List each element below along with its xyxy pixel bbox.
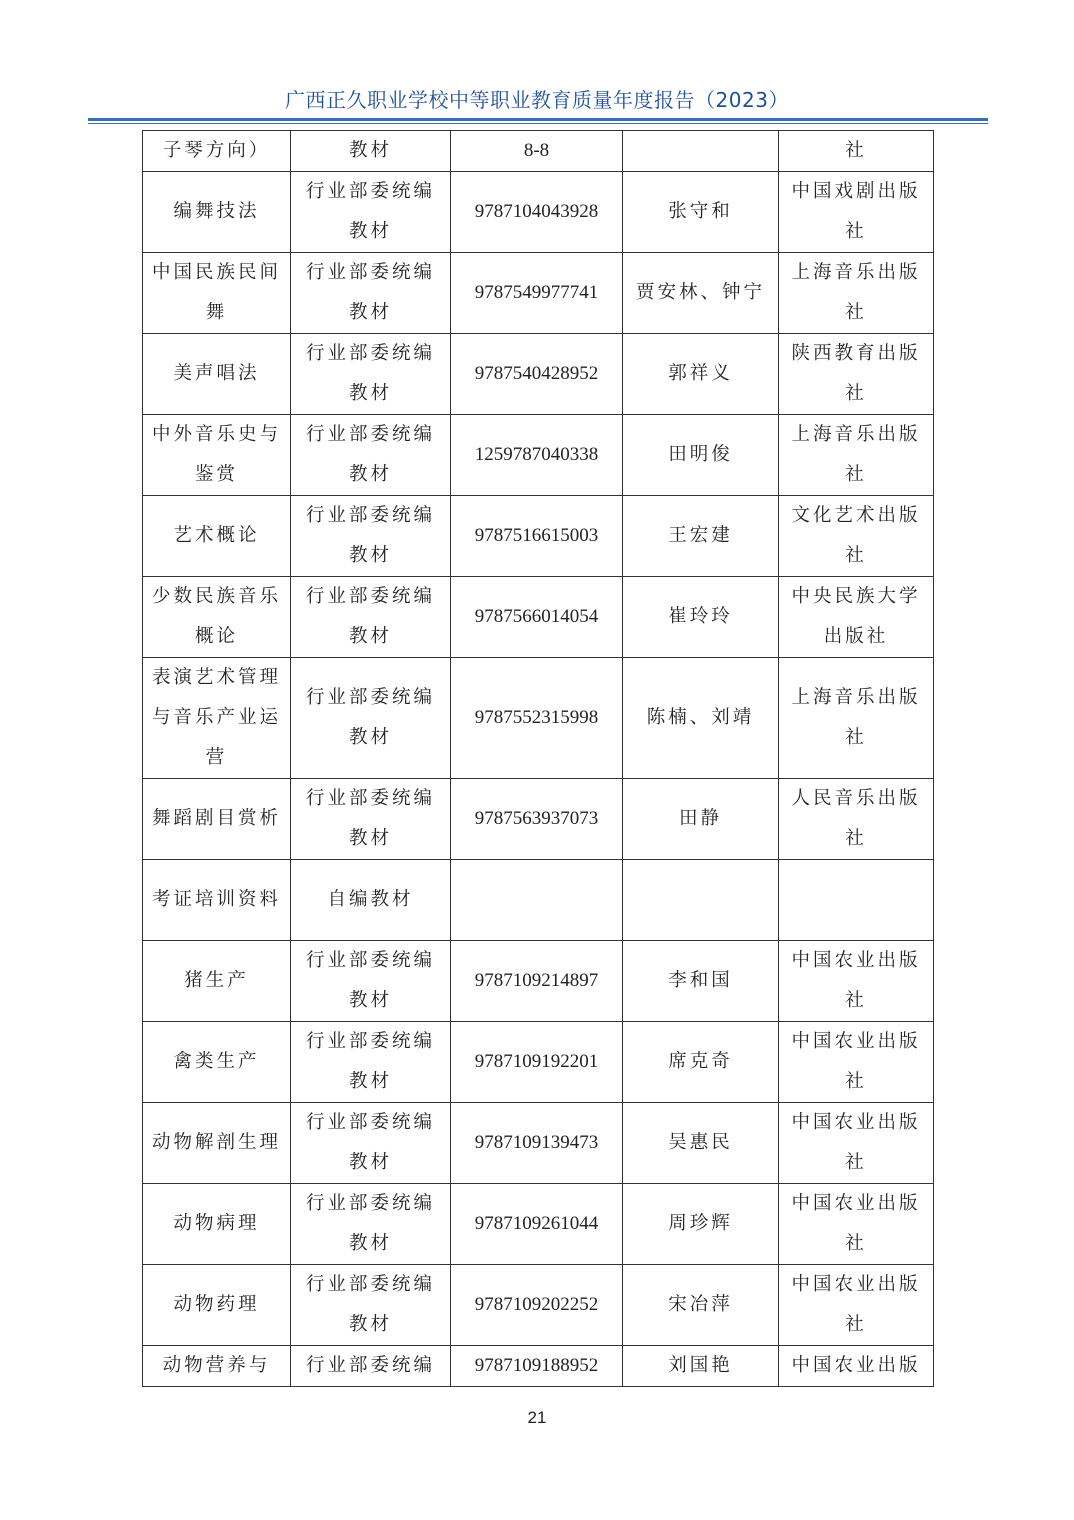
- course-name-cell: 猪生产: [143, 941, 291, 1022]
- course-name-cell: 少数民族音乐概论: [143, 577, 291, 658]
- publisher-cell: 中国农业出版社: [779, 941, 934, 1022]
- isbn-cell: 9787563937073: [451, 779, 623, 860]
- textbook-type-cell: 行业部委统编教材: [291, 1265, 451, 1346]
- publisher-cell: 上海音乐出版社: [779, 253, 934, 334]
- course-name-cell: 中外音乐史与鉴赏: [143, 415, 291, 496]
- textbook-type-cell: 行业部委统编教材: [291, 253, 451, 334]
- table-row: [143, 658, 934, 779]
- textbook-type-cell: 行业部委统编教材: [291, 779, 451, 860]
- isbn-cell: 9787109192201: [451, 1022, 623, 1103]
- publisher-cell: 社: [779, 131, 934, 172]
- publisher-cell: 中国农业出版社: [779, 1184, 934, 1265]
- textbook-type-cell: 行业部委统编教材: [291, 415, 451, 496]
- publisher-cell: [779, 860, 934, 941]
- isbn-cell: 9787540428952: [451, 334, 623, 415]
- author-cell: 崔玲玲: [623, 577, 779, 658]
- textbook-type-cell: 教材: [291, 131, 451, 172]
- textbook-type-cell: 行业部委统编教材: [291, 658, 451, 779]
- isbn-cell: 9787552315998: [451, 658, 623, 779]
- publisher-cell: 中央民族大学出版社: [779, 577, 934, 658]
- course-name-cell: 子琴方向）: [143, 131, 291, 172]
- author-cell: 陈楠、刘靖: [623, 658, 779, 779]
- author-cell: 吴惠民: [623, 1103, 779, 1184]
- table-row: [143, 415, 934, 496]
- author-cell: 郭祥义: [623, 334, 779, 415]
- table-row: [143, 1265, 934, 1346]
- isbn-cell: [451, 860, 623, 941]
- publisher-cell: 上海音乐出版社: [779, 658, 934, 779]
- textbook-type-cell: 自编教材: [291, 860, 451, 941]
- course-name-cell: 表演艺术管理与音乐产业运营: [143, 658, 291, 779]
- publisher-cell: 中国农业出版: [779, 1346, 934, 1387]
- author-cell: [623, 131, 779, 172]
- textbook-table-body: [143, 131, 934, 1387]
- author-cell: [623, 860, 779, 941]
- isbn-cell: 9787109214897: [451, 941, 623, 1022]
- author-cell: 宋冶萍: [623, 1265, 779, 1346]
- textbook-type-cell: 行业部委统编教材: [291, 496, 451, 577]
- table-row: [143, 253, 934, 334]
- table-row: [143, 1184, 934, 1265]
- isbn-cell: 8-8: [451, 131, 623, 172]
- isbn-cell: 9787516615003: [451, 496, 623, 577]
- table-row: [143, 941, 934, 1022]
- table-row: [143, 577, 934, 658]
- table-row: [143, 1103, 934, 1184]
- textbook-type-cell: 行业部委统编教材: [291, 334, 451, 415]
- table-row: [143, 779, 934, 860]
- textbook-type-cell: 行业部委统编教材: [291, 941, 451, 1022]
- isbn-cell: 9787109139473: [451, 1103, 623, 1184]
- page-number: 21: [527, 1408, 547, 1427]
- publisher-cell: 中国农业出版社: [779, 1103, 934, 1184]
- isbn-cell: 9787566014054: [451, 577, 623, 658]
- course-name-cell: 艺术概论: [143, 496, 291, 577]
- table-row: [143, 860, 934, 941]
- publisher-cell: 文化艺术出版社: [779, 496, 934, 577]
- author-cell: 田明俊: [623, 415, 779, 496]
- publisher-cell: 人民音乐出版社: [779, 779, 934, 860]
- isbn-cell: 9787109188952: [451, 1346, 623, 1387]
- isbn-cell: 9787109261044: [451, 1184, 623, 1265]
- course-name-cell: 动物药理: [143, 1265, 291, 1346]
- report-header-title: 广西正久职业学校中等职业教育质量年度报告（2023）: [285, 88, 789, 112]
- author-cell: 田静: [623, 779, 779, 860]
- course-name-cell: 编舞技法: [143, 172, 291, 253]
- publisher-cell: 中国农业出版社: [779, 1022, 934, 1103]
- textbook-type-cell: 行业部委统编: [291, 1346, 451, 1387]
- textbook-type-cell: 行业部委统编教材: [291, 172, 451, 253]
- course-name-cell: 中国民族民间舞: [143, 253, 291, 334]
- table-row: [143, 131, 934, 172]
- isbn-cell: 1259787040338: [451, 415, 623, 496]
- author-cell: 刘国艳: [623, 1346, 779, 1387]
- course-name-cell: 动物病理: [143, 1184, 291, 1265]
- header-rule-thick: [88, 118, 988, 121]
- table-row: [143, 172, 934, 253]
- publisher-cell: 中国农业出版社: [779, 1265, 934, 1346]
- author-cell: 贾安林、钟宁: [623, 253, 779, 334]
- author-cell: 张守和: [623, 172, 779, 253]
- course-name-cell: 美声唱法: [143, 334, 291, 415]
- isbn-cell: 9787109202252: [451, 1265, 623, 1346]
- header-rule-thin: [88, 123, 988, 124]
- course-name-cell: 动物营养与: [143, 1346, 291, 1387]
- table-row: [143, 496, 934, 577]
- table-row: [143, 1022, 934, 1103]
- textbook-type-cell: 行业部委统编教材: [291, 577, 451, 658]
- author-cell: 周珍辉: [623, 1184, 779, 1265]
- publisher-cell: 上海音乐出版社: [779, 415, 934, 496]
- textbook-type-cell: 行业部委统编教材: [291, 1184, 451, 1265]
- textbook-type-cell: 行业部委统编教材: [291, 1103, 451, 1184]
- course-name-cell: 动物解剖生理: [143, 1103, 291, 1184]
- author-cell: 李和国: [623, 941, 779, 1022]
- author-cell: 王宏建: [623, 496, 779, 577]
- isbn-cell: 9787549977741: [451, 253, 623, 334]
- isbn-cell: 9787104043928: [451, 172, 623, 253]
- publisher-cell: 陕西教育出版社: [779, 334, 934, 415]
- publisher-cell: 中国戏剧出版社: [779, 172, 934, 253]
- textbook-table: [142, 130, 934, 1387]
- course-name-cell: 考证培训资料: [143, 860, 291, 941]
- table-row: [143, 334, 934, 415]
- table-row: [143, 1346, 934, 1387]
- course-name-cell: 禽类生产: [143, 1022, 291, 1103]
- author-cell: 席克奇: [623, 1022, 779, 1103]
- textbook-type-cell: 行业部委统编教材: [291, 1022, 451, 1103]
- course-name-cell: 舞蹈剧目赏析: [143, 779, 291, 860]
